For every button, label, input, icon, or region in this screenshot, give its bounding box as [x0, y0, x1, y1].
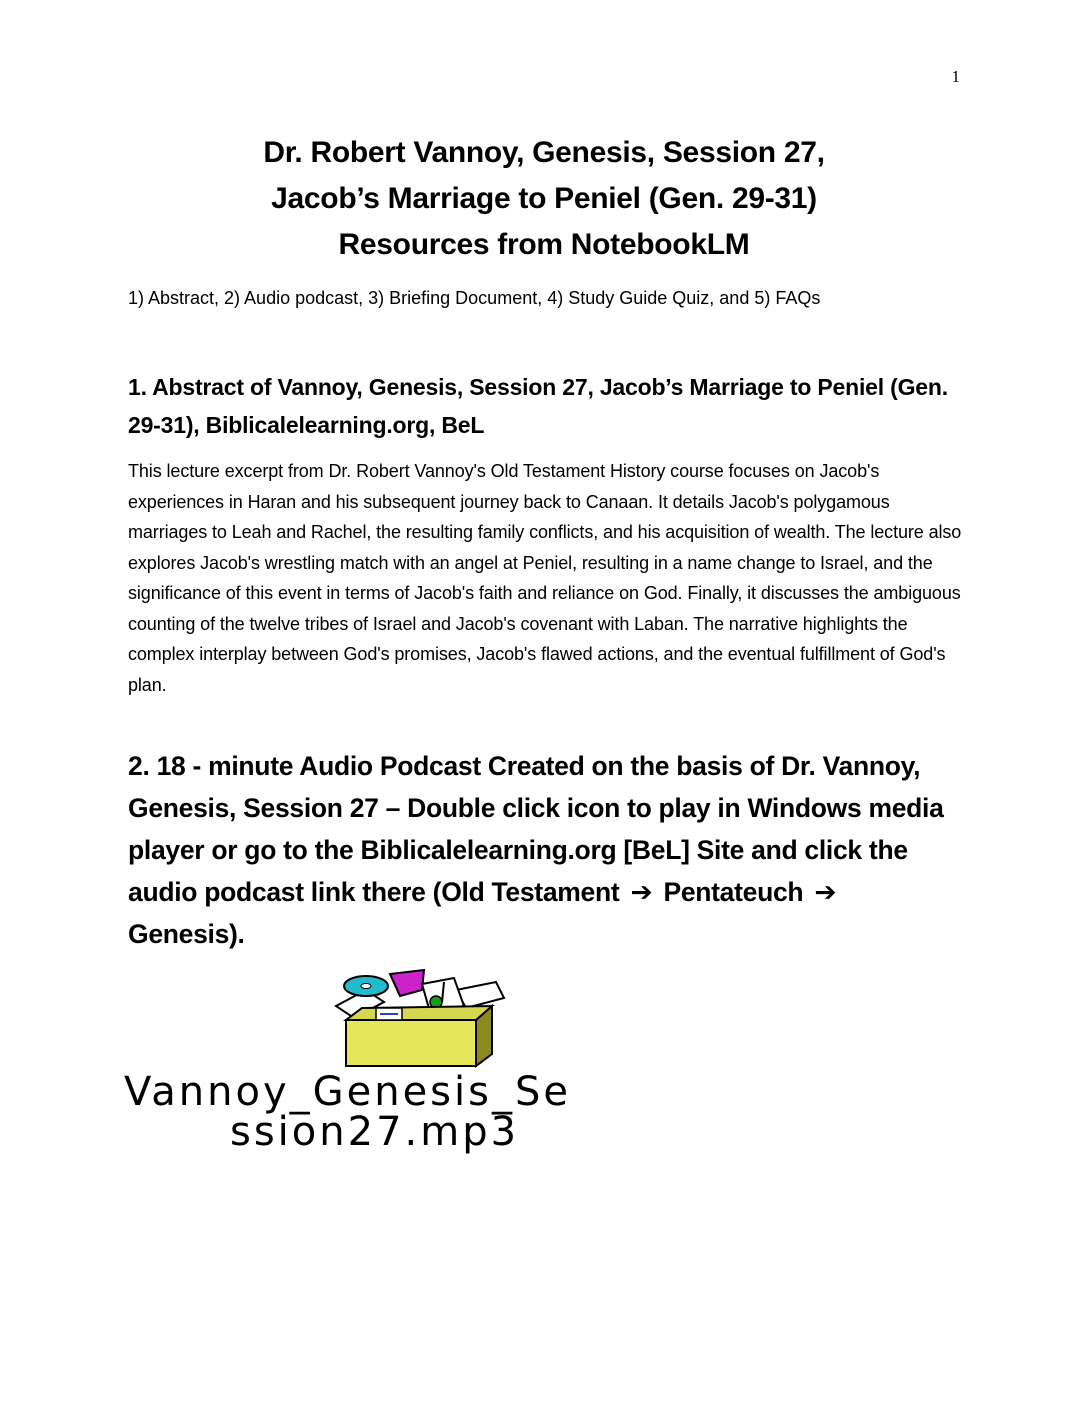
right-arrow-icon: ➔ — [814, 877, 837, 907]
audio-filename-line-1: Vannoy_Genesis_Se — [124, 1069, 571, 1115]
abstract-paragraph: This lecture excerpt from Dr. Robert Vannoy's Old Testament History course focuses on Jacob's experiences in Haran and his subsequent journey back to Canaan. It details Jacob's polygamous marriages to Leah and Rachel, the resulting family conflicts, and his acquisition of wealth. The lecture also explores Jacob's wrestling match with an angel at Peniel, resulting in a name change to Israel, and the significance of this event in terms of Jacob's faith and reliance on God. Finally, it discusses the ambiguous counting of the twelve tribes of Israel and Jacob's covenant with Laban. The narrative highlights the complex interplay between God's promises, Jacob's flawed actions, and the eventual fulfillment of God's plan. — [128, 461, 962, 695]
audio-heading-text-1: 2. 18 - minute Audio Podcast Created on the basis of Dr. Vannoy, Genesis, Session 27 – Double click icon to play in Windows media player or go to the Biblicalelearning.org [BeL] Site and click the audio podcast link there (Old Testament — [128, 751, 944, 907]
title-line-2: Jacob’s Marriage to Peniel (Gen. 29-31) — [271, 182, 817, 215]
document-title — [0, 130, 1088, 268]
right-arrow-icon: ➔ — [630, 877, 653, 907]
audio-filename-line-2: ssion27.mp3 — [230, 1109, 520, 1155]
audio-heading-text-3: Genesis). — [128, 919, 245, 949]
audio-heading-text-2: Pentateuch — [663, 877, 804, 907]
title-line-3: Resources from NotebookLM — [338, 228, 750, 261]
abstract-heading: 1. Abstract of Vannoy, Genesis, Session 27, Jacob’s Marriage to Peniel (Gen. 29-31), Biblicalelearning.org, BeL — [128, 374, 948, 438]
title-line-1: Dr. Robert Vannoy, Genesis, Session 27, — [263, 136, 825, 169]
audio-file-link[interactable] — [124, 1069, 704, 1155]
audio-podcast-heading — [128, 745, 958, 955]
package-icon[interactable] — [326, 968, 506, 1070]
resource-list: 1) Abstract, 2) Audio podcast, 3) Briefing Document, 4) Study Guide Quiz, and 5) FAQs — [128, 288, 821, 308]
page-number: 1 — [951, 67, 960, 86]
